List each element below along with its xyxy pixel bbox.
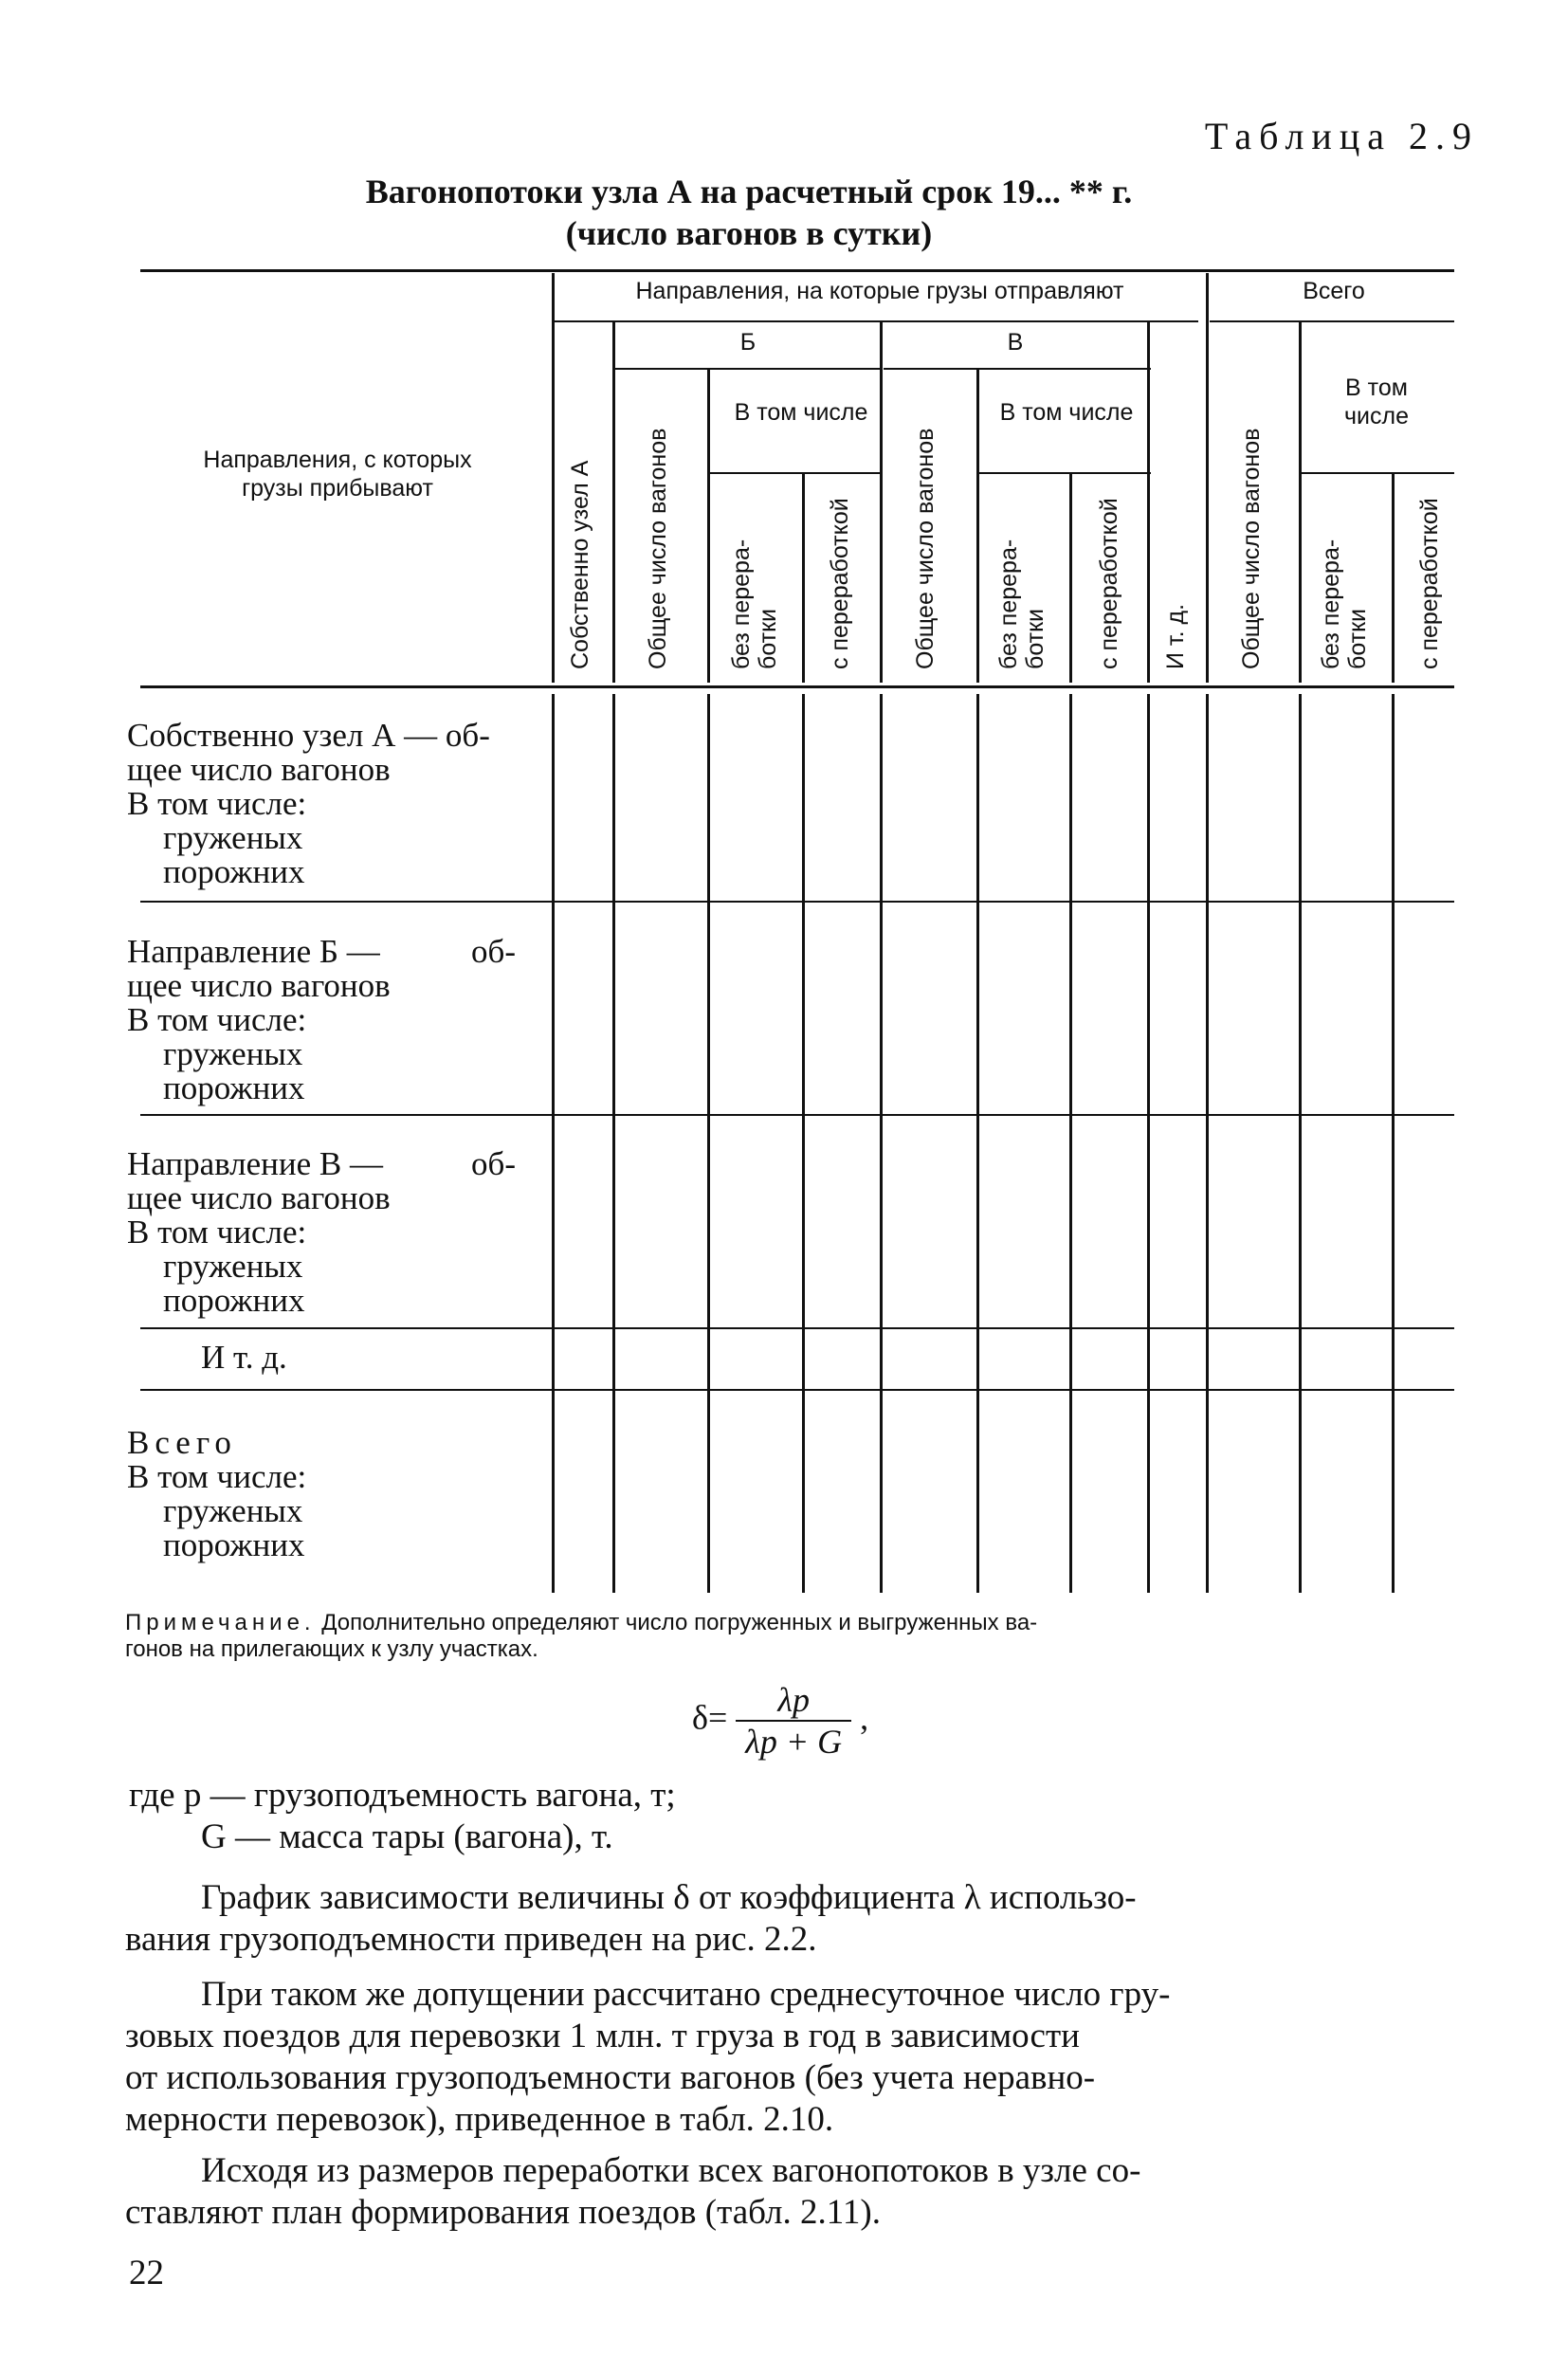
hdr-rule-b xyxy=(614,368,882,370)
row-rule-2 xyxy=(140,1114,1454,1116)
total-group-header: Всего xyxy=(1303,278,1365,304)
row-v-line3: В том числе: xyxy=(127,1214,307,1251)
directions-group-header: Направления, на которые грузы отправляют xyxy=(635,278,1124,304)
paragraph-2 xyxy=(125,1974,1471,2141)
formula-lhs: δ= xyxy=(692,1698,728,1737)
row-v-loaded: груженых xyxy=(163,1248,303,1285)
vrule-b-10 xyxy=(1392,694,1395,1593)
formula xyxy=(692,1680,868,1762)
vrule-h-7 xyxy=(1147,322,1150,683)
dir-v-header: В xyxy=(1007,329,1024,356)
row-total-main: Всего xyxy=(127,1424,237,1461)
hdr-rule-total-sub xyxy=(1301,472,1454,474)
v-v-tom-chisle: В том числе xyxy=(999,399,1134,426)
page-number: 22 xyxy=(129,2254,164,2292)
row-etc-main: И т. д. xyxy=(201,1339,287,1376)
row-b-main-right: об- xyxy=(471,933,516,970)
table-title xyxy=(265,171,1232,254)
vrule-h-2 xyxy=(707,370,710,683)
hdr-rule-total xyxy=(1210,320,1454,322)
where-line2: G — масса тары (вагона), т. xyxy=(201,1817,613,1856)
row-total-empty: порожних xyxy=(163,1526,305,1563)
table-top-rule xyxy=(140,269,1454,272)
col-b-no-proc: без перера- ботки xyxy=(728,539,781,669)
row-total-loaded: груженых xyxy=(163,1492,303,1529)
row-header-label: Направления, с которых грузы прибывают xyxy=(203,447,472,502)
vrule-b-3 xyxy=(802,694,805,1593)
row-own-main: Собственно узел А — об- xyxy=(127,717,490,754)
vrule-h-1 xyxy=(612,322,615,683)
row-own-loaded: груженых xyxy=(163,819,303,856)
row-v-main-right: об- xyxy=(471,1145,516,1182)
row-v-empty: порожних xyxy=(163,1282,305,1319)
row-total xyxy=(127,1426,306,1562)
hdr-rule-b-sub xyxy=(709,472,882,474)
vrule-h-6 xyxy=(1069,474,1072,683)
table-header-rule xyxy=(140,685,1454,688)
row-etc xyxy=(201,1341,287,1375)
paragraph-2-line-1: При таком же допущении рассчитано среднесуточное число гру- xyxy=(201,1975,1171,2014)
row-b-line3: В том числе: xyxy=(127,1001,307,1038)
paragraph-1-line-2: вания грузоподъемности приведен на рис. 2.2. xyxy=(125,1920,817,1959)
vrule-b-7 xyxy=(1147,694,1150,1593)
vrule-b-4 xyxy=(880,694,883,1593)
hdr-rule-v xyxy=(884,368,1151,370)
col-own-node: Собственно узел А xyxy=(567,460,593,669)
vrule-b-1 xyxy=(612,694,615,1593)
row-own-node xyxy=(127,719,490,889)
dir-b-header: Б xyxy=(739,329,757,356)
row-b-loaded: груженых xyxy=(163,1035,303,1072)
row-rule-3 xyxy=(140,1327,1454,1329)
formula-numerator: λp xyxy=(777,1681,810,1719)
note-text: Дополнительно определяют число погруженных и выгруженных ва- xyxy=(321,1610,1038,1635)
col-total-no-proc: без перера- ботки xyxy=(1318,539,1371,669)
where-line1: где p — грузоподъемность вагона, т; xyxy=(129,1776,676,1815)
row-rule-1 xyxy=(140,901,1454,903)
formula-tail: , xyxy=(860,1698,869,1737)
note-label: Примечание. xyxy=(125,1610,316,1635)
vrule-h-10 xyxy=(1392,474,1395,683)
row-own-empty: порожних xyxy=(163,853,305,890)
col-total-total: Общее число вагонов xyxy=(1238,428,1265,669)
vrule-b-6 xyxy=(1069,694,1072,1593)
col-etc: И т. д. xyxy=(1162,603,1189,669)
vrule-b-0 xyxy=(552,694,555,1593)
paragraph-3-line-1: Исходя из размеров переработки всех вагонопотоков в узле со- xyxy=(201,2151,1141,2190)
table-label: Таблица 2.9 xyxy=(1204,115,1479,157)
row-total-line3: В том числе: xyxy=(127,1458,307,1495)
col-v-total: Общее число вагонов xyxy=(912,428,939,669)
col-total-with-proc: с переработкой xyxy=(1416,498,1443,669)
row-own-line2: щее число вагонов xyxy=(127,751,391,788)
col-v-no-proc: без перера- ботки xyxy=(995,539,1048,669)
paragraph-2-line-4: мерности перевозок), приведенное в табл. 2.10. xyxy=(125,2100,834,2139)
table-title-line1: Вагонопотоки узла А на расчетный срок 19... ** г. xyxy=(365,173,1133,210)
col-b-total: Общее число вагонов xyxy=(645,428,671,669)
table-note xyxy=(125,1610,1471,1663)
hdr-rule-dirs xyxy=(554,320,1198,322)
row-own-line3: В том числе: xyxy=(127,785,307,822)
row-rule-4 xyxy=(140,1389,1454,1391)
vrule-b-2 xyxy=(707,694,710,1593)
vrule-h-8 xyxy=(1206,273,1209,683)
b-v-tom-chisle: В том числе xyxy=(734,399,868,426)
paragraph-3-line-2: ставляют план формирования поездов (табл. 2.11). xyxy=(125,2193,881,2232)
paragraph-1 xyxy=(125,1877,1471,1961)
vrule-h-4 xyxy=(880,322,883,683)
vrule-b-8 xyxy=(1206,694,1209,1593)
row-b-main-left: Направление Б — xyxy=(127,933,380,970)
total-v-tom-chisle: В том числе xyxy=(1344,374,1409,429)
formula-denominator: λp + G xyxy=(736,1720,851,1762)
row-v-line2: щее число вагонов xyxy=(127,1179,391,1216)
formula-fraction xyxy=(736,1680,851,1762)
row-b-line2: щее число вагонов xyxy=(127,967,391,1004)
row-dir-b xyxy=(127,935,516,1105)
col-v-with-proc: с переработкой xyxy=(1096,498,1122,669)
col-b-with-proc: с переработкой xyxy=(827,498,853,669)
vrule-b-9 xyxy=(1299,694,1302,1593)
paragraph-2-line-3: от использования грузоподъемности вагонов (без учета неравно- xyxy=(125,2058,1096,2097)
paragraph-3 xyxy=(125,2150,1471,2234)
row-b-empty: порожних xyxy=(163,1069,305,1106)
row-dir-v xyxy=(127,1147,516,1318)
hdr-rule-v-sub xyxy=(978,472,1151,474)
vrule-h-9 xyxy=(1299,322,1302,683)
note-text2: гонов на прилегающих к узлу участках. xyxy=(125,1636,538,1662)
vrule-h-3 xyxy=(802,474,805,683)
vrule-h-5 xyxy=(976,370,979,683)
paragraph-2-line-2: зовых поездов для перевозки 1 млн. т груза в год в зависимости xyxy=(125,2017,1080,2055)
vrule-h-0 xyxy=(552,273,555,683)
vrule-b-5 xyxy=(976,694,979,1593)
paragraph-1-line-1: График зависимости величины δ от коэффициента λ использо- xyxy=(201,1878,1137,1917)
row-v-main-left: Направление В — xyxy=(127,1145,384,1182)
table-title-line2: (число вагонов в сутки) xyxy=(565,214,933,252)
